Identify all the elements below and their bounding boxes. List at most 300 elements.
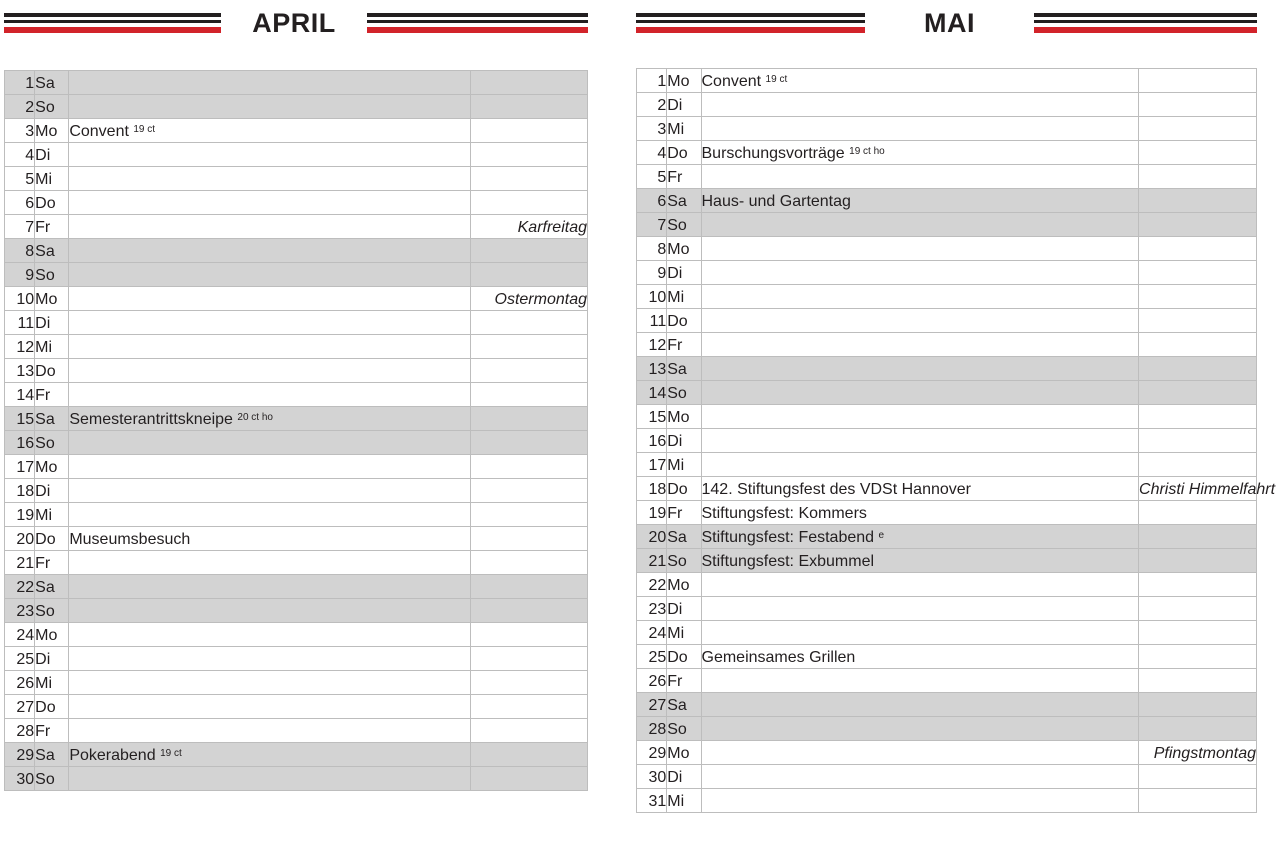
- holiday-note: [1139, 69, 1257, 93]
- event-cell: [701, 261, 1139, 285]
- day-row: [5, 71, 588, 95]
- event-text: Haus- und Gartentag: [701, 193, 851, 210]
- day-number: 30: [637, 765, 667, 789]
- day-row: [637, 189, 1257, 213]
- day-number: 18: [5, 479, 35, 503]
- day-number: 6: [637, 189, 667, 213]
- holiday-note: [471, 95, 588, 119]
- event-cell: [701, 741, 1139, 765]
- weekday: Fr: [667, 165, 701, 189]
- day-row: [637, 333, 1257, 357]
- weekday: Di: [35, 479, 69, 503]
- holiday-note: [1139, 573, 1257, 597]
- holiday-note: [1139, 357, 1257, 381]
- day-row: [637, 741, 1257, 765]
- day-row: [5, 311, 588, 335]
- weekday: So: [35, 599, 69, 623]
- day-row: [5, 455, 588, 479]
- holiday-note: [471, 599, 588, 623]
- event-text: Stiftungsfest: Kommers: [701, 505, 867, 522]
- month-header-mai: [636, 0, 1257, 48]
- mai-calendar: [636, 0, 1276, 810]
- day-number: 21: [5, 551, 35, 575]
- weekday: Mo: [35, 287, 69, 311]
- day-row: [5, 359, 588, 383]
- event-cell: [701, 621, 1139, 645]
- event-cell: [69, 719, 471, 743]
- day-row: [637, 693, 1257, 717]
- event-cell: [701, 597, 1139, 621]
- event-cell: [69, 215, 471, 239]
- event-cell: [701, 477, 1139, 501]
- day-row: [5, 599, 588, 623]
- holiday-note: [471, 743, 588, 767]
- weekday: So: [667, 549, 701, 573]
- month-title-april: APRIL: [252, 8, 336, 38]
- day-row: [5, 743, 588, 767]
- event-cell: [69, 599, 471, 623]
- day-row: [5, 431, 588, 455]
- weekday: Di: [667, 597, 701, 621]
- event-cell: [69, 527, 471, 551]
- weekday: So: [667, 213, 701, 237]
- day-row: [637, 357, 1257, 381]
- day-number: 21: [637, 549, 667, 573]
- day-row: [637, 261, 1257, 285]
- event-cell: [701, 285, 1139, 309]
- event-text: Stiftungsfest: Exbummel: [701, 553, 875, 570]
- holiday-note: [471, 383, 588, 407]
- weekday: Mi: [667, 621, 701, 645]
- event-cell: [701, 765, 1139, 789]
- weekday: Mo: [667, 573, 701, 597]
- day-number: 12: [5, 335, 35, 359]
- event-cell: [69, 431, 471, 455]
- event-cell: [701, 333, 1139, 357]
- event-text: Convent: [69, 123, 129, 140]
- holiday-note: [471, 119, 588, 143]
- event-cell: [69, 671, 471, 695]
- event-cell: [701, 789, 1139, 813]
- event-cell: [701, 117, 1139, 141]
- day-number: 17: [5, 455, 35, 479]
- day-number: 20: [5, 527, 35, 551]
- weekday: Do: [667, 309, 701, 333]
- day-number: 3: [5, 119, 35, 143]
- holiday-note: Karfreitag: [471, 215, 588, 239]
- holiday-note: [471, 719, 588, 743]
- weekday: Do: [35, 359, 69, 383]
- event-cell: [701, 189, 1139, 213]
- weekday: Mi: [667, 285, 701, 309]
- weekday: Fr: [35, 719, 69, 743]
- decorative-stripe-left: [636, 13, 865, 34]
- weekday: Sa: [35, 71, 69, 95]
- day-row: [5, 287, 588, 311]
- day-number: 2: [637, 93, 667, 117]
- day-row: [5, 215, 588, 239]
- weekday: Sa: [35, 575, 69, 599]
- event-cell: [701, 501, 1139, 525]
- day-row: [637, 765, 1257, 789]
- day-number: 9: [5, 263, 35, 287]
- day-row: [5, 479, 588, 503]
- event-text: Semesterantrittskneipe: [69, 411, 233, 428]
- weekday: Sa: [35, 407, 69, 431]
- event-cell: [701, 573, 1139, 597]
- event-cell: [69, 167, 471, 191]
- holiday-note: [1139, 213, 1257, 237]
- day-row: [5, 695, 588, 719]
- day-number: 26: [5, 671, 35, 695]
- event-cell: [69, 311, 471, 335]
- day-row: [637, 669, 1257, 693]
- day-number: 23: [637, 597, 667, 621]
- day-row: [5, 239, 588, 263]
- event-cell: [69, 335, 471, 359]
- day-row: [5, 503, 588, 527]
- weekday: Mo: [667, 237, 701, 261]
- event-cell: [69, 623, 471, 647]
- day-number: 2: [5, 95, 35, 119]
- weekday: Mi: [35, 335, 69, 359]
- day-row: [5, 119, 588, 143]
- day-row: [5, 383, 588, 407]
- month-title-mai: MAI: [924, 8, 975, 38]
- day-number: 27: [5, 695, 35, 719]
- event-time-note: 20 ct ho: [237, 412, 273, 423]
- weekday: Do: [35, 527, 69, 551]
- event-cell: [701, 213, 1139, 237]
- event-cell: [701, 717, 1139, 741]
- event-text: 142. Stiftungsfest des VDSt Hannover: [701, 481, 971, 498]
- holiday-note: [1139, 789, 1257, 813]
- event-time-note: 19 ct: [160, 748, 182, 759]
- day-row: [5, 551, 588, 575]
- day-row: [5, 335, 588, 359]
- holiday-note: [1139, 93, 1257, 117]
- calendar-table-mai: [636, 68, 1276, 813]
- day-row: [637, 645, 1257, 669]
- day-number: 16: [5, 431, 35, 455]
- day-number: 14: [637, 381, 667, 405]
- day-number: 8: [637, 237, 667, 261]
- weekday: Mi: [35, 503, 69, 527]
- day-row: [5, 671, 588, 695]
- day-number: 31: [637, 789, 667, 813]
- weekday: Di: [667, 429, 701, 453]
- weekday: Sa: [35, 239, 69, 263]
- event-cell: [69, 287, 471, 311]
- holiday-note: [1139, 429, 1257, 453]
- holiday-note: [471, 647, 588, 671]
- holiday-note: [1139, 237, 1257, 261]
- event-cell: [69, 359, 471, 383]
- holiday-note: [1139, 189, 1257, 213]
- day-number: 15: [637, 405, 667, 429]
- holiday-note: Pfingstmontag: [1139, 741, 1257, 765]
- event-cell: [701, 69, 1139, 93]
- event-cell: [69, 551, 471, 575]
- weekday: Di: [35, 311, 69, 335]
- event-cell: [69, 647, 471, 671]
- weekday: Fr: [35, 215, 69, 239]
- event-cell: [69, 407, 471, 431]
- day-row: [637, 621, 1257, 645]
- holiday-note: [471, 167, 588, 191]
- holiday-note: [471, 767, 588, 791]
- holiday-note: [471, 431, 588, 455]
- weekday: Mi: [667, 117, 701, 141]
- holiday-note: [1139, 549, 1257, 573]
- holiday-note: [1139, 525, 1257, 549]
- weekday: Fr: [667, 333, 701, 357]
- holiday-note: [471, 71, 588, 95]
- day-number: 5: [637, 165, 667, 189]
- holiday-note: [471, 455, 588, 479]
- day-row: [637, 597, 1257, 621]
- event-cell: [69, 119, 471, 143]
- holiday-note: [1139, 669, 1257, 693]
- holiday-note: [471, 575, 588, 599]
- day-row: [637, 381, 1257, 405]
- event-cell: [701, 405, 1139, 429]
- holiday-note: [471, 503, 588, 527]
- day-number: 11: [637, 309, 667, 333]
- day-number: 17: [637, 453, 667, 477]
- event-cell: [69, 143, 471, 167]
- event-cell: [69, 575, 471, 599]
- event-text: Pokerabend: [69, 747, 156, 764]
- day-number: 19: [5, 503, 35, 527]
- holiday-note: [1139, 501, 1257, 525]
- holiday-note: [1139, 117, 1257, 141]
- day-row: [637, 501, 1257, 525]
- weekday: Mo: [667, 405, 701, 429]
- event-cell: [69, 479, 471, 503]
- day-number: 6: [5, 191, 35, 215]
- day-row: [5, 767, 588, 791]
- event-text: Museumsbesuch: [69, 531, 191, 548]
- day-number: 18: [637, 477, 667, 501]
- weekday: Sa: [667, 357, 701, 381]
- event-time-note: e: [878, 530, 885, 541]
- day-row: [5, 263, 588, 287]
- weekday: Do: [667, 477, 701, 501]
- day-number: 30: [5, 767, 35, 791]
- weekday: Do: [35, 191, 69, 215]
- weekday: Mo: [35, 119, 69, 143]
- holiday-note: [1139, 381, 1257, 405]
- holiday-note: [471, 623, 588, 647]
- day-row: [637, 213, 1257, 237]
- event-cell: [69, 95, 471, 119]
- day-row: [637, 549, 1257, 573]
- event-cell: [701, 429, 1139, 453]
- event-cell: [69, 263, 471, 287]
- weekday: Di: [667, 93, 701, 117]
- weekday: Do: [667, 141, 701, 165]
- event-cell: [701, 141, 1139, 165]
- weekday: Fr: [35, 383, 69, 407]
- day-row: [637, 141, 1257, 165]
- weekday: Sa: [35, 743, 69, 767]
- event-cell: [69, 71, 471, 95]
- holiday-note: [1139, 405, 1257, 429]
- day-row: [637, 429, 1257, 453]
- day-row: [637, 405, 1257, 429]
- day-number: 29: [5, 743, 35, 767]
- weekday: Di: [35, 143, 69, 167]
- holiday-note: [471, 695, 588, 719]
- event-cell: [69, 695, 471, 719]
- holiday-note: Christi Himmelfahrt: [1139, 477, 1257, 501]
- weekday: Fr: [35, 551, 69, 575]
- day-row: [637, 165, 1257, 189]
- event-cell: [701, 165, 1139, 189]
- day-number: 7: [637, 213, 667, 237]
- holiday-note: [1139, 309, 1257, 333]
- day-number: 1: [5, 71, 35, 95]
- holiday-note: [1139, 765, 1257, 789]
- day-number: 4: [5, 143, 35, 167]
- event-time-note: 19 ct: [765, 74, 788, 85]
- event-cell: [69, 191, 471, 215]
- holiday-note: [1139, 693, 1257, 717]
- day-number: 22: [637, 573, 667, 597]
- holiday-note: [471, 263, 588, 287]
- weekday: Sa: [667, 525, 701, 549]
- day-row: [5, 143, 588, 167]
- weekday: So: [667, 381, 701, 405]
- holiday-note: Ostermontag: [471, 287, 588, 311]
- event-cell: [701, 549, 1139, 573]
- event-cell: [701, 93, 1139, 117]
- day-number: 11: [5, 311, 35, 335]
- day-row: [5, 719, 588, 743]
- holiday-note: [471, 551, 588, 575]
- day-number: 10: [637, 285, 667, 309]
- weekday: Mo: [35, 455, 69, 479]
- day-row: [637, 573, 1257, 597]
- day-number: 15: [5, 407, 35, 431]
- weekday: Di: [667, 765, 701, 789]
- event-text: Convent: [701, 73, 762, 90]
- holiday-note: [1139, 285, 1257, 309]
- event-cell: [701, 525, 1139, 549]
- event-cell: [701, 669, 1139, 693]
- day-number: 26: [637, 669, 667, 693]
- day-number: 19: [637, 501, 667, 525]
- holiday-note: [471, 311, 588, 335]
- day-row: [637, 525, 1257, 549]
- event-text: Stiftungsfest: Festabend: [701, 529, 875, 546]
- event-cell: [69, 383, 471, 407]
- weekday: Mo: [667, 69, 701, 93]
- weekday: So: [35, 263, 69, 287]
- day-row: [5, 167, 588, 191]
- day-row: [5, 575, 588, 599]
- day-number: 3: [637, 117, 667, 141]
- event-cell: [701, 357, 1139, 381]
- day-number: 5: [5, 167, 35, 191]
- decorative-stripe-left: [4, 13, 221, 34]
- holiday-note: [1139, 453, 1257, 477]
- event-cell: [701, 645, 1139, 669]
- event-cell: [701, 237, 1139, 261]
- day-row: [5, 407, 588, 431]
- day-number: 16: [637, 429, 667, 453]
- day-number: 24: [5, 623, 35, 647]
- day-number: 13: [5, 359, 35, 383]
- weekday: So: [667, 717, 701, 741]
- weekday: So: [35, 95, 69, 119]
- day-row: [5, 527, 588, 551]
- day-number: 4: [637, 141, 667, 165]
- day-row: [637, 789, 1257, 813]
- weekday: Di: [35, 647, 69, 671]
- event-cell: [701, 381, 1139, 405]
- weekday: Mo: [35, 623, 69, 647]
- month-header-april: [4, 0, 588, 48]
- event-cell: [69, 455, 471, 479]
- day-row: [637, 117, 1257, 141]
- holiday-note: [1139, 717, 1257, 741]
- weekday: Di: [667, 261, 701, 285]
- weekday: Mi: [35, 167, 69, 191]
- calendar-table-april: [4, 70, 588, 791]
- event-cell: [69, 767, 471, 791]
- day-number: 22: [5, 575, 35, 599]
- day-row: [637, 309, 1257, 333]
- day-number: 29: [637, 741, 667, 765]
- day-number: 27: [637, 693, 667, 717]
- day-row: [5, 623, 588, 647]
- event-cell: [701, 693, 1139, 717]
- holiday-note: [1139, 597, 1257, 621]
- day-row: [5, 95, 588, 119]
- holiday-note: [1139, 261, 1257, 285]
- weekday: Mi: [667, 789, 701, 813]
- holiday-note: [471, 359, 588, 383]
- holiday-note: [1139, 621, 1257, 645]
- weekday: Fr: [667, 669, 701, 693]
- holiday-note: [1139, 645, 1257, 669]
- day-number: 24: [637, 621, 667, 645]
- decorative-stripe-right: [1034, 13, 1257, 34]
- holiday-note: [471, 671, 588, 695]
- holiday-note: [471, 407, 588, 431]
- holiday-note: [471, 479, 588, 503]
- day-row: [637, 477, 1257, 501]
- event-cell: [69, 503, 471, 527]
- event-cell: [701, 453, 1139, 477]
- decorative-stripe-right: [367, 13, 588, 34]
- event-cell: [701, 309, 1139, 333]
- day-number: 10: [5, 287, 35, 311]
- day-number: 23: [5, 599, 35, 623]
- day-row: [637, 69, 1257, 93]
- day-row: [637, 717, 1257, 741]
- day-number: 7: [5, 215, 35, 239]
- holiday-note: [1139, 333, 1257, 357]
- event-text: Burschungsvorträge: [701, 145, 845, 162]
- day-number: 20: [637, 525, 667, 549]
- holiday-note: [471, 335, 588, 359]
- weekday: Sa: [667, 189, 701, 213]
- day-row: [637, 285, 1257, 309]
- day-number: 14: [5, 383, 35, 407]
